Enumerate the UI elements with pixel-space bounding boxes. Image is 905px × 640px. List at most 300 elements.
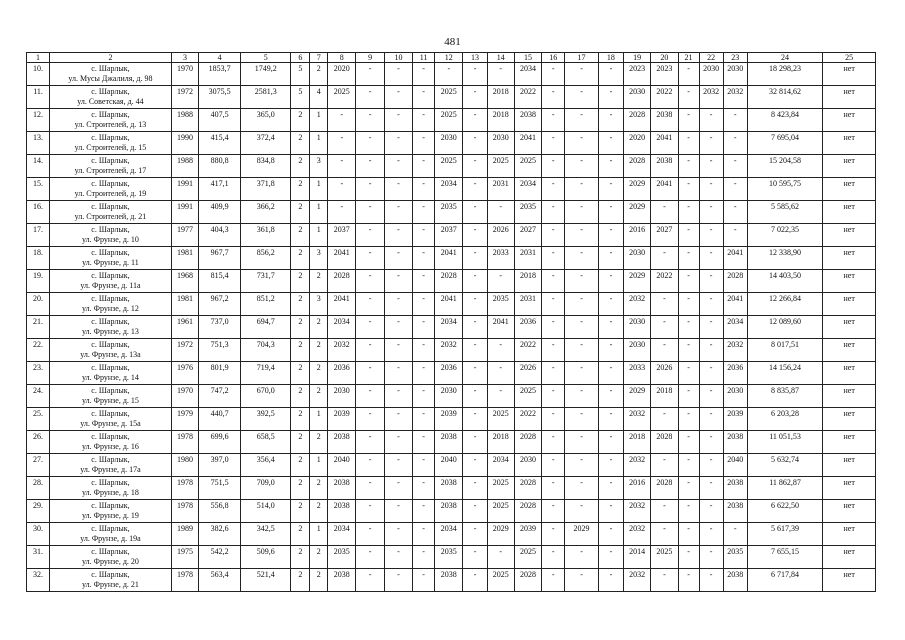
cell-col-24: 14 403,50 [747,270,823,293]
cell-col-16: - [542,86,565,109]
cell-col-4: 699,6 [199,431,241,454]
cell-col-8: 2032 [328,339,356,362]
cell-col-13: - [463,270,487,293]
cell-col-7: 2 [310,316,328,339]
cell-col-6: 2 [291,362,310,385]
cell-col-8: - [328,178,356,201]
cell-col-8: 2036 [328,362,356,385]
table-row [27,155,876,178]
table-row [27,454,876,477]
cell-col-10: - [384,362,412,385]
cell-col-19: 2032 [623,569,650,592]
address-street: ул. Фрунзе, д. 12 [81,303,139,313]
cell-col-5: 365,0 [241,109,291,132]
cell-col-15: 2028 [514,569,541,592]
cell-col-9: - [356,431,384,454]
cell-col-13: - [463,477,487,500]
table-row [27,385,876,408]
cell-col-15: 2036 [514,316,541,339]
cell-col-4: 967,7 [199,247,241,270]
cell-col-19: 2029 [623,201,650,224]
cell-col-15: 2018 [514,270,541,293]
row-number: 24. [27,385,50,408]
cell-col-18: - [598,569,623,592]
cell-col-20: 2027 [651,224,678,247]
row-number: 18. [27,247,50,270]
cell-col-11: - [413,569,435,592]
cell-col-7: 1 [310,523,328,546]
cell-col-7: 3 [310,155,328,178]
cell-col-12: 2038 [435,569,463,592]
cell-col-20: 2022 [651,86,678,109]
address-cell [50,408,172,431]
cell-col-13: - [463,155,487,178]
cell-col-5: 719,4 [241,362,291,385]
cell-col-7: 2 [310,270,328,293]
cell-col-12: 2041 [435,293,463,316]
cell-col-9: - [356,247,384,270]
address-cell [50,316,172,339]
cell-col-16: - [542,523,565,546]
cell-col-23: 2034 [723,316,747,339]
table-row [27,316,876,339]
cell-col-19: 2030 [623,339,650,362]
cell-col-20: - [651,454,678,477]
cell-col-7: 1 [310,109,328,132]
cell-col-12: 2039 [435,408,463,431]
cell-col-5: 694,7 [241,316,291,339]
row-number: 15. [27,178,50,201]
cell-col-23: 2036 [723,362,747,385]
cell-col-3: 1975 [171,546,198,569]
cell-col-15: 2039 [514,523,541,546]
column-number: 25 [823,53,876,63]
cell-col-11: - [413,500,435,523]
cell-col-8: 2038 [328,431,356,454]
cell-col-18: - [598,339,623,362]
cell-col-16: - [542,293,565,316]
cell-col-13: - [463,247,487,270]
cell-col-19: 2028 [623,155,650,178]
cell-col-23: - [723,201,747,224]
cell-col-9: - [356,523,384,546]
cell-col-20: 2028 [651,477,678,500]
cell-col-3: 1988 [171,155,198,178]
table-row [27,523,876,546]
cell-col-20: 2028 [651,431,678,454]
cell-col-3: 1978 [171,431,198,454]
address-settlement: с. Шарлык, [91,87,130,96]
cell-col-18: - [598,109,623,132]
cell-col-20: - [651,523,678,546]
cell-col-23: 2038 [723,500,747,523]
cell-col-8: - [328,201,356,224]
cell-col-25: нет [823,201,876,224]
cell-col-14: 2034 [487,454,514,477]
cell-col-14: 2025 [487,569,514,592]
cell-col-25: нет [823,63,876,86]
address-street: ул. Фрунзе, д. 15а [80,418,141,428]
cell-col-4: 737,0 [199,316,241,339]
column-number: 10 [384,53,412,63]
cell-col-9: - [356,385,384,408]
cell-col-25: нет [823,224,876,247]
cell-col-7: 1 [310,408,328,431]
cell-col-4: 751,5 [199,477,241,500]
cell-col-11: - [413,109,435,132]
cell-col-21: - [678,431,699,454]
cell-col-10: - [384,270,412,293]
cell-col-24: 11 862,87 [747,477,823,500]
cell-col-10: - [384,431,412,454]
cell-col-23: 2039 [723,408,747,431]
cell-col-22: - [699,523,723,546]
row-number: 21. [27,316,50,339]
cell-col-5: 521,4 [241,569,291,592]
address-street: ул. Фрунзе, д. 17а [80,464,141,474]
cell-col-18: - [598,224,623,247]
column-number: 1 [27,53,50,63]
column-number: 5 [241,53,291,63]
address-settlement: с. Шарлык, [91,432,130,441]
cell-col-3: 1978 [171,569,198,592]
cell-col-16: - [542,569,565,592]
address-settlement: с. Шарлык, [91,317,130,326]
column-number: 14 [487,53,514,63]
cell-col-11: - [413,431,435,454]
cell-col-20: 2026 [651,362,678,385]
cell-col-3: 1970 [171,63,198,86]
cell-col-19: 2030 [623,86,650,109]
cell-col-9: - [356,224,384,247]
cell-col-19: 2029 [623,178,650,201]
cell-col-24: 18 298,23 [747,63,823,86]
cell-col-5: 2581,3 [241,86,291,109]
address-settlement: с. Шарлык, [91,409,130,418]
cell-col-16: - [542,500,565,523]
cell-col-13: - [463,339,487,362]
cell-col-6: 2 [291,224,310,247]
cell-col-18: - [598,293,623,316]
cell-col-8: - [328,155,356,178]
cell-col-25: нет [823,477,876,500]
address-settlement: с. Шарлык, [91,179,130,188]
cell-col-6: 2 [291,477,310,500]
cell-col-5: 704,3 [241,339,291,362]
cell-col-22: - [699,500,723,523]
cell-col-13: - [463,408,487,431]
address-street: ул. Строителей, д. 15 [74,142,147,152]
cell-col-17: - [565,569,599,592]
cell-col-15: 2031 [514,293,541,316]
column-number: 22 [699,53,723,63]
address-cell [50,201,172,224]
cell-col-17: - [565,247,599,270]
cell-col-14: 2025 [487,477,514,500]
cell-col-21: - [678,569,699,592]
cell-col-5: 366,2 [241,201,291,224]
table-row [27,63,876,86]
cell-col-18: - [598,316,623,339]
table-body [27,63,876,592]
column-number: 17 [565,53,599,63]
address-cell [50,247,172,270]
cell-col-25: нет [823,454,876,477]
cell-col-12: 2040 [435,454,463,477]
cell-col-14: - [487,270,514,293]
cell-col-12: 2034 [435,178,463,201]
cell-col-17: - [565,155,599,178]
cell-col-3: 1978 [171,477,198,500]
cell-col-14: 2018 [487,431,514,454]
cell-col-5: 731,7 [241,270,291,293]
cell-col-16: - [542,431,565,454]
cell-col-24: 6 203,28 [747,408,823,431]
cell-col-6: 2 [291,431,310,454]
cell-col-25: нет [823,132,876,155]
cell-col-9: - [356,132,384,155]
cell-col-16: - [542,247,565,270]
cell-col-3: 1981 [171,247,198,270]
cell-col-12: 2030 [435,385,463,408]
column-number: 9 [356,53,384,63]
cell-col-13: - [463,63,487,86]
cell-col-22: - [699,109,723,132]
cell-col-16: - [542,132,565,155]
cell-col-6: 2 [291,132,310,155]
cell-col-5: 371,8 [241,178,291,201]
cell-col-22: - [699,408,723,431]
cell-col-23: 2032 [723,86,747,109]
cell-col-24: 10 595,75 [747,178,823,201]
table-row [27,224,876,247]
cell-col-5: 342,5 [241,523,291,546]
cell-col-20: - [651,339,678,362]
cell-col-3: 1972 [171,86,198,109]
cell-col-24: 15 204,58 [747,155,823,178]
table-row [27,408,876,431]
cell-col-21: - [678,523,699,546]
cell-col-25: нет [823,569,876,592]
cell-col-11: - [413,86,435,109]
cell-col-5: 392,5 [241,408,291,431]
cell-col-12: - [435,63,463,86]
cell-col-17: - [565,178,599,201]
cell-col-6: 2 [291,339,310,362]
address-cell [50,224,172,247]
address-settlement: с. Шарлык, [91,386,130,395]
cell-col-3: 1977 [171,224,198,247]
cell-col-16: - [542,63,565,86]
cell-col-23: 2038 [723,569,747,592]
cell-col-23: 2032 [723,339,747,362]
cell-col-23: 2028 [723,270,747,293]
cell-col-22: - [699,362,723,385]
row-number: 26. [27,431,50,454]
cell-col-16: - [542,316,565,339]
cell-col-14: 2025 [487,155,514,178]
cell-col-20: 2038 [651,155,678,178]
address-street: ул. Строителей, д. 17 [74,165,147,175]
cell-col-24: 6 717,84 [747,569,823,592]
address-settlement: с. Шарлык, [91,202,130,211]
address-street: ул. Фрунзе, д. 18 [81,487,139,497]
cell-col-12: 2028 [435,270,463,293]
table-row [27,132,876,155]
cell-col-12: 2025 [435,155,463,178]
cell-col-12: 2034 [435,523,463,546]
address-settlement: с. Шарлык, [91,363,130,372]
cell-col-21: - [678,270,699,293]
cell-col-17: - [565,270,599,293]
cell-col-13: - [463,362,487,385]
cell-col-4: 415,4 [199,132,241,155]
cell-col-20: 2038 [651,109,678,132]
cell-col-4: 747,2 [199,385,241,408]
cell-col-22: - [699,339,723,362]
cell-col-6: 2 [291,546,310,569]
cell-col-16: - [542,385,565,408]
cell-col-15: 2022 [514,408,541,431]
row-number: 29. [27,500,50,523]
cell-col-18: - [598,500,623,523]
cell-col-15: 2034 [514,178,541,201]
cell-col-13: - [463,132,487,155]
cell-col-17: - [565,500,599,523]
cell-col-6: 2 [291,408,310,431]
cell-col-17: - [565,454,599,477]
cell-col-11: - [413,63,435,86]
cell-col-21: - [678,109,699,132]
cell-col-3: 1968 [171,270,198,293]
cell-col-3: 1972 [171,339,198,362]
cell-col-17: - [565,408,599,431]
cell-col-22: 2030 [699,63,723,86]
cell-col-22: - [699,224,723,247]
cell-col-17: - [565,316,599,339]
address-cell [50,385,172,408]
housing-register-table [26,52,876,592]
cell-col-11: - [413,247,435,270]
cell-col-21: - [678,132,699,155]
cell-col-25: нет [823,408,876,431]
cell-col-7: 2 [310,431,328,454]
cell-col-18: - [598,86,623,109]
cell-col-3: 1979 [171,408,198,431]
column-number: 21 [678,53,699,63]
cell-col-10: - [384,523,412,546]
cell-col-11: - [413,546,435,569]
cell-col-6: 5 [291,86,310,109]
cell-col-12: 2035 [435,546,463,569]
cell-col-4: 409,9 [199,201,241,224]
cell-col-11: - [413,339,435,362]
cell-col-12: 2036 [435,362,463,385]
cell-col-8: 2028 [328,270,356,293]
cell-col-18: - [598,523,623,546]
cell-col-18: - [598,546,623,569]
cell-col-19: 2020 [623,132,650,155]
cell-col-6: 2 [291,201,310,224]
cell-col-19: 2029 [623,270,650,293]
cell-col-15: 2030 [514,454,541,477]
cell-col-21: - [678,408,699,431]
cell-col-20: - [651,408,678,431]
row-number: 14. [27,155,50,178]
cell-col-17: - [565,86,599,109]
cell-col-7: 2 [310,500,328,523]
cell-col-15: 2027 [514,224,541,247]
cell-col-23: 2040 [723,454,747,477]
cell-col-7: 2 [310,63,328,86]
row-number: 28. [27,477,50,500]
cell-col-13: - [463,109,487,132]
cell-col-14: 2025 [487,500,514,523]
table-row [27,477,876,500]
cell-col-21: - [678,500,699,523]
cell-col-7: 3 [310,247,328,270]
row-number: 20. [27,293,50,316]
address-settlement: с. Шарлык, [91,501,130,510]
row-number: 19. [27,270,50,293]
address-street: ул. Фрунзе, д. 15 [81,395,139,405]
cell-col-5: 856,2 [241,247,291,270]
cell-col-3: 1976 [171,362,198,385]
cell-col-20: 2018 [651,385,678,408]
table-row [27,201,876,224]
cell-col-19: 2023 [623,63,650,86]
column-number: 8 [328,53,356,63]
cell-col-18: - [598,431,623,454]
cell-col-13: - [463,201,487,224]
cell-col-11: - [413,408,435,431]
cell-col-11: - [413,201,435,224]
address-settlement: с. Шарлык, [91,271,130,280]
cell-col-4: 815,4 [199,270,241,293]
cell-col-18: - [598,270,623,293]
cell-col-25: нет [823,431,876,454]
cell-col-15: 2025 [514,155,541,178]
cell-col-16: - [542,224,565,247]
cell-col-17: - [565,224,599,247]
cell-col-22: - [699,431,723,454]
cell-col-14: - [487,201,514,224]
column-number: 20 [651,53,678,63]
cell-col-8: 2039 [328,408,356,431]
cell-col-11: - [413,316,435,339]
cell-col-22: - [699,178,723,201]
cell-col-17: - [565,477,599,500]
cell-col-22: - [699,385,723,408]
address-street: ул. Фрунзе, д. 21 [81,579,139,589]
cell-col-25: нет [823,385,876,408]
cell-col-9: - [356,339,384,362]
cell-col-10: - [384,132,412,155]
cell-col-22: 2032 [699,86,723,109]
cell-col-3: 1970 [171,385,198,408]
column-number: 18 [598,53,623,63]
cell-col-9: - [356,270,384,293]
cell-col-10: - [384,155,412,178]
cell-col-8: 2030 [328,385,356,408]
address-settlement: с. Шарлык, [91,294,130,303]
cell-col-21: - [678,224,699,247]
cell-col-25: нет [823,500,876,523]
cell-col-21: - [678,63,699,86]
cell-col-20: - [651,293,678,316]
cell-col-5: 509,6 [241,546,291,569]
cell-col-17: - [565,362,599,385]
